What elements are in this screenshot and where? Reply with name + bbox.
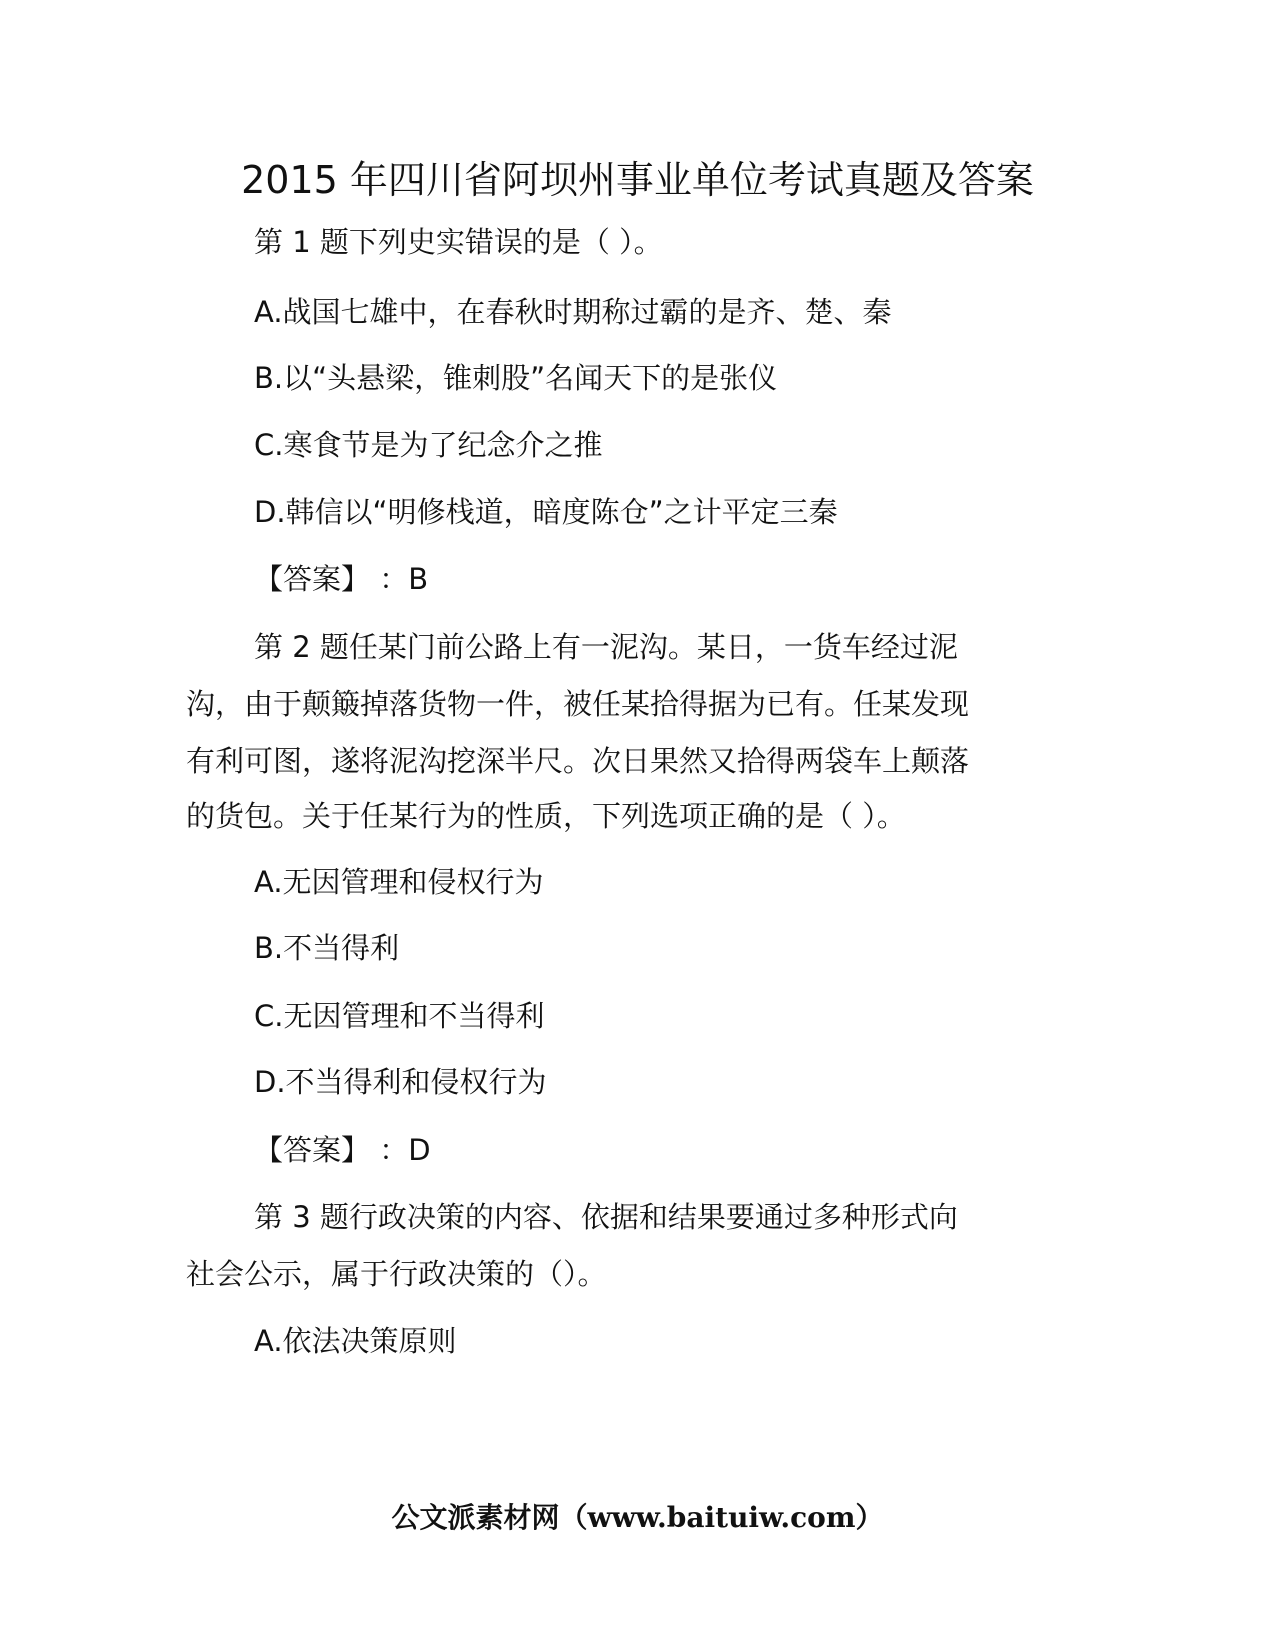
question-1-answer: 【答案】 ：B (254, 562, 429, 596)
question-3-option-a: A.依法决策原则 (254, 1324, 457, 1358)
question-3-stem-line-2: 社会公示，属于行政决策的（）。 (186, 1257, 607, 1291)
question-2-stem-line-3: 有利可图，遂将泥沟挖深半尺。次日果然又拾得两袋车上颠落 (186, 744, 970, 778)
page-footer: 公文派素材网（www.baituiw.com） (391, 1501, 884, 1534)
question-2-option-d: D.不当得利和侵权行为 (254, 1065, 547, 1099)
document-title: 2015 年四川省阿坝州事业单位考试真题及答案 (241, 158, 1034, 202)
question-1-option-c: C.寒食节是为了纪念介之推 (254, 428, 603, 462)
question-2-option-a: A.无因管理和侵权行为 (254, 865, 544, 899)
question-1-option-a: A.战国七雄中，在春秋时期称过霸的是齐、楚、秦 (254, 295, 892, 329)
question-2-answer: 【答案】 ：D (254, 1133, 431, 1167)
question-3-stem-line-1: 第 3 题行政决策的内容、依据和结果要通过多种形式向 (254, 1200, 958, 1234)
question-2-option-c: C.无因管理和不当得利 (254, 999, 545, 1033)
question-2-stem-line-2: 沟，由于颠簸掉落货物一件，被任某拾得据为已有。任某发现 (186, 687, 970, 721)
question-1-stem: 第 1 题下列史实错误的是（ ）。 (254, 225, 663, 259)
question-1-option-d: D.韩信以“明修栈道，暗度陈仓”之计平定三秦 (254, 495, 838, 529)
question-2-stem-line-1: 第 2 题任某门前公路上有一泥沟。某日，一货车经过泥 (254, 630, 958, 664)
question-1-option-b: B.以“头悬梁，锥刺股”名闻天下的是张仪 (254, 361, 778, 395)
question-2-option-b: B.不当得利 (254, 931, 400, 965)
question-2-stem-line-4: 的货包。关于任某行为的性质，下列选项正确的是（ ）。 (186, 799, 906, 833)
